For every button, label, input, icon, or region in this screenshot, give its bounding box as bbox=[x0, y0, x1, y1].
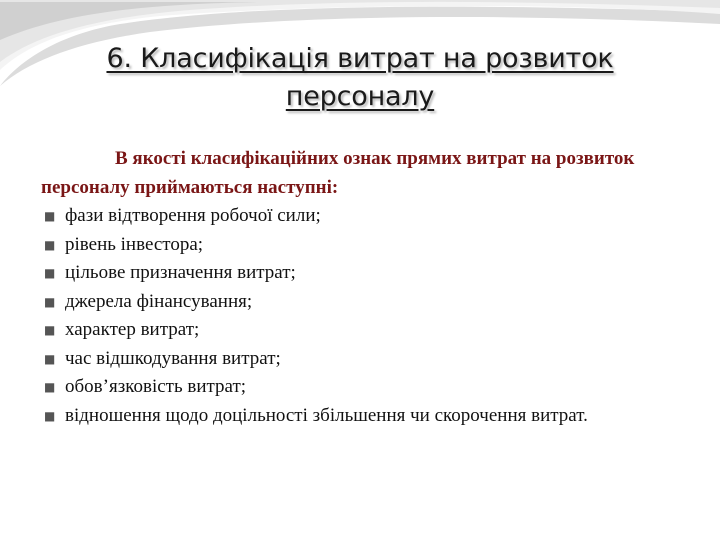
list-item bbox=[41, 345, 681, 374]
list-item-text: відношення щодо доцільності збільшення чи скорочення витрат. bbox=[65, 404, 588, 426]
list-item-text: характер витрат; bbox=[65, 319, 200, 340]
square-bullet-icon: ■ bbox=[44, 209, 56, 223]
list-item-text: цільове призначення витрат; bbox=[65, 262, 296, 283]
list-item-text: фази відтворення робочої сили; bbox=[65, 205, 321, 226]
list-item-text: час відшкодування витрат; bbox=[65, 347, 281, 369]
square-bullet-icon: ■ bbox=[44, 408, 56, 423]
square-bullet-icon: ■ bbox=[44, 323, 56, 337]
intro-paragraph bbox=[41, 145, 681, 202]
intro-text: В якості класифікаційних ознак прямих витрат на розвиток персоналу приймаються наступні: bbox=[41, 148, 635, 198]
square-bullet-icon: ■ bbox=[44, 266, 56, 280]
list-item-text: рівень інвестора; bbox=[65, 233, 204, 255]
list-item bbox=[41, 259, 681, 288]
list-item bbox=[41, 402, 681, 431]
title-line-2: персоналу bbox=[285, 81, 435, 112]
list-item-text: джерела фінансування; bbox=[65, 290, 253, 312]
list-item bbox=[41, 231, 681, 260]
slide-body bbox=[41, 145, 681, 430]
square-bullet-icon: ■ bbox=[44, 351, 56, 366]
square-bullet-icon: ■ bbox=[44, 380, 56, 394]
list-item-text: обов’язковість витрат; bbox=[65, 376, 247, 397]
square-bullet-icon: ■ bbox=[44, 237, 56, 252]
list-item bbox=[41, 202, 681, 231]
title-line-1: 6. Класифікація витрат на розвиток bbox=[106, 43, 614, 74]
list-item bbox=[41, 373, 681, 402]
square-bullet-icon: ■ bbox=[44, 294, 56, 309]
list-item bbox=[41, 316, 681, 345]
list-item bbox=[41, 288, 681, 317]
slide-title bbox=[40, 40, 680, 116]
criteria-list bbox=[41, 202, 681, 430]
